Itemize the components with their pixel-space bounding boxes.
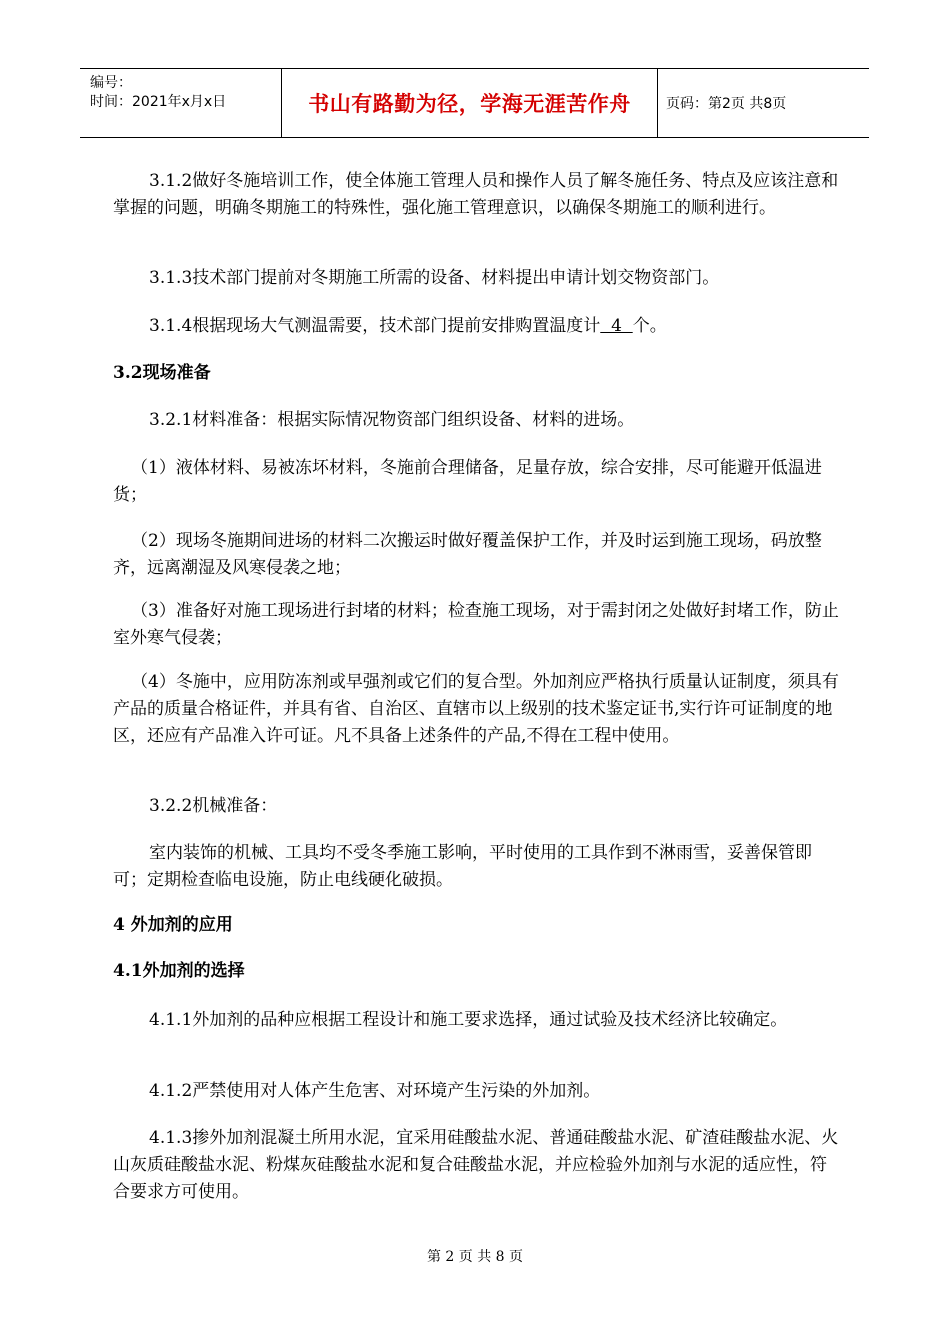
document-time-label: 时间：2021年x月x日 xyxy=(90,94,227,110)
paragraph-3-2-1: 3.2.1材料准备：根据实际情况物资部门组织设备、材料的进场。 xyxy=(149,410,635,430)
list-item-4: （4）冬施中，应用防冻剂或早强剂或它们的复合型。外加剂应严格执行质量认证制度，须具有产品的质量合格证件，并具有省、自治区、直辖市以上级别的技术鉴定证书,实行许可证制度的地区，还应有产品准入许可证。凡不具备上述条件的产品,不得在工程中使用。 xyxy=(113,672,839,746)
header-motto: 书山有路勤为径，学海无涯苦作舟 xyxy=(308,92,631,116)
header-page-info: 页码：第2页 共8页 xyxy=(666,96,787,112)
paragraph-3-1-2: 3.1.2做好冬施培训工作，使全体施工管理人员和操作人员了解冬施任务、特点及应该注意和掌握的问题，明确冬期施工的特殊性，强化施工管理意识，以确保冬期施工的顺利进行。 xyxy=(113,171,839,218)
thermometer-count: 4 xyxy=(600,316,633,336)
paragraph-4-1-3: 4.1.3掺外加剂混凝土所用水泥，宜采用硅酸盐水泥、普通硅酸盐水泥、矿渣硅酸盐水泥、火山灰质硅酸盐水泥、粉煤灰硅酸盐水泥和复合硅酸盐水泥，并应检验外加剂与水泥的适应性，符合要求方可使用。 xyxy=(113,1128,839,1202)
paragraph-4-1-1: 4.1.1外加剂的品种应根据工程设计和施工要求选择，通过试验及技术经济比较确定。 xyxy=(149,1010,788,1030)
document-header xyxy=(80,68,869,138)
paragraph-4-1-2: 4.1.2严禁使用对人体产生危害、对环境产生污染的外加剂。 xyxy=(149,1081,601,1101)
paragraph-3-1-4-text: 3.1.4根据现场大气测温需要，技术部门提前安排购置温度计 xyxy=(149,316,601,336)
section-heading-3-2: 3.2现场准备 xyxy=(113,363,211,383)
paragraph-3-2-2-body: 室内装饰的机械、工具均不受冬季施工影响，平时使用的工具作到不淋雨雪，妥善保管即可；定期检查临电设施，防止电线硬化破损。 xyxy=(113,843,812,890)
paragraph-3-1-4 xyxy=(113,313,843,340)
section-heading-4: 4 外加剂的应用 xyxy=(113,915,233,935)
paragraph-3-1-4-unit: 个。 xyxy=(632,316,667,336)
header-meta-cell xyxy=(80,69,281,137)
section-heading-4-1: 4.1外加剂的选择 xyxy=(113,961,245,981)
paragraph-3-1-3: 3.1.3技术部门提前对冬期施工所需的设备、材料提出申请计划交物资部门。 xyxy=(149,268,720,288)
list-item-1: （1）液体材料、易被冻坏材料，冬施前合理储备，足量存放，综合安排，尽可能避开低温进货； xyxy=(113,458,822,505)
list-item-2: （2）现场冬施期间进场的材料二次搬运时做好覆盖保护工作，并及时运到施工现场，码放整齐，远离潮湿及风寒侵袭之地； xyxy=(113,531,822,578)
list-item-3: （3）准备好对施工现场进行封堵的材料；检查施工现场，对于需封闭之处做好封堵工作，防止室外寒气侵袭； xyxy=(113,601,839,648)
document-number-label: 编号： xyxy=(90,75,132,91)
page-footer: 第 2 页 共 8 页 xyxy=(426,1249,524,1265)
paragraph-3-2-2: 3.2.2机械准备： xyxy=(149,796,278,816)
